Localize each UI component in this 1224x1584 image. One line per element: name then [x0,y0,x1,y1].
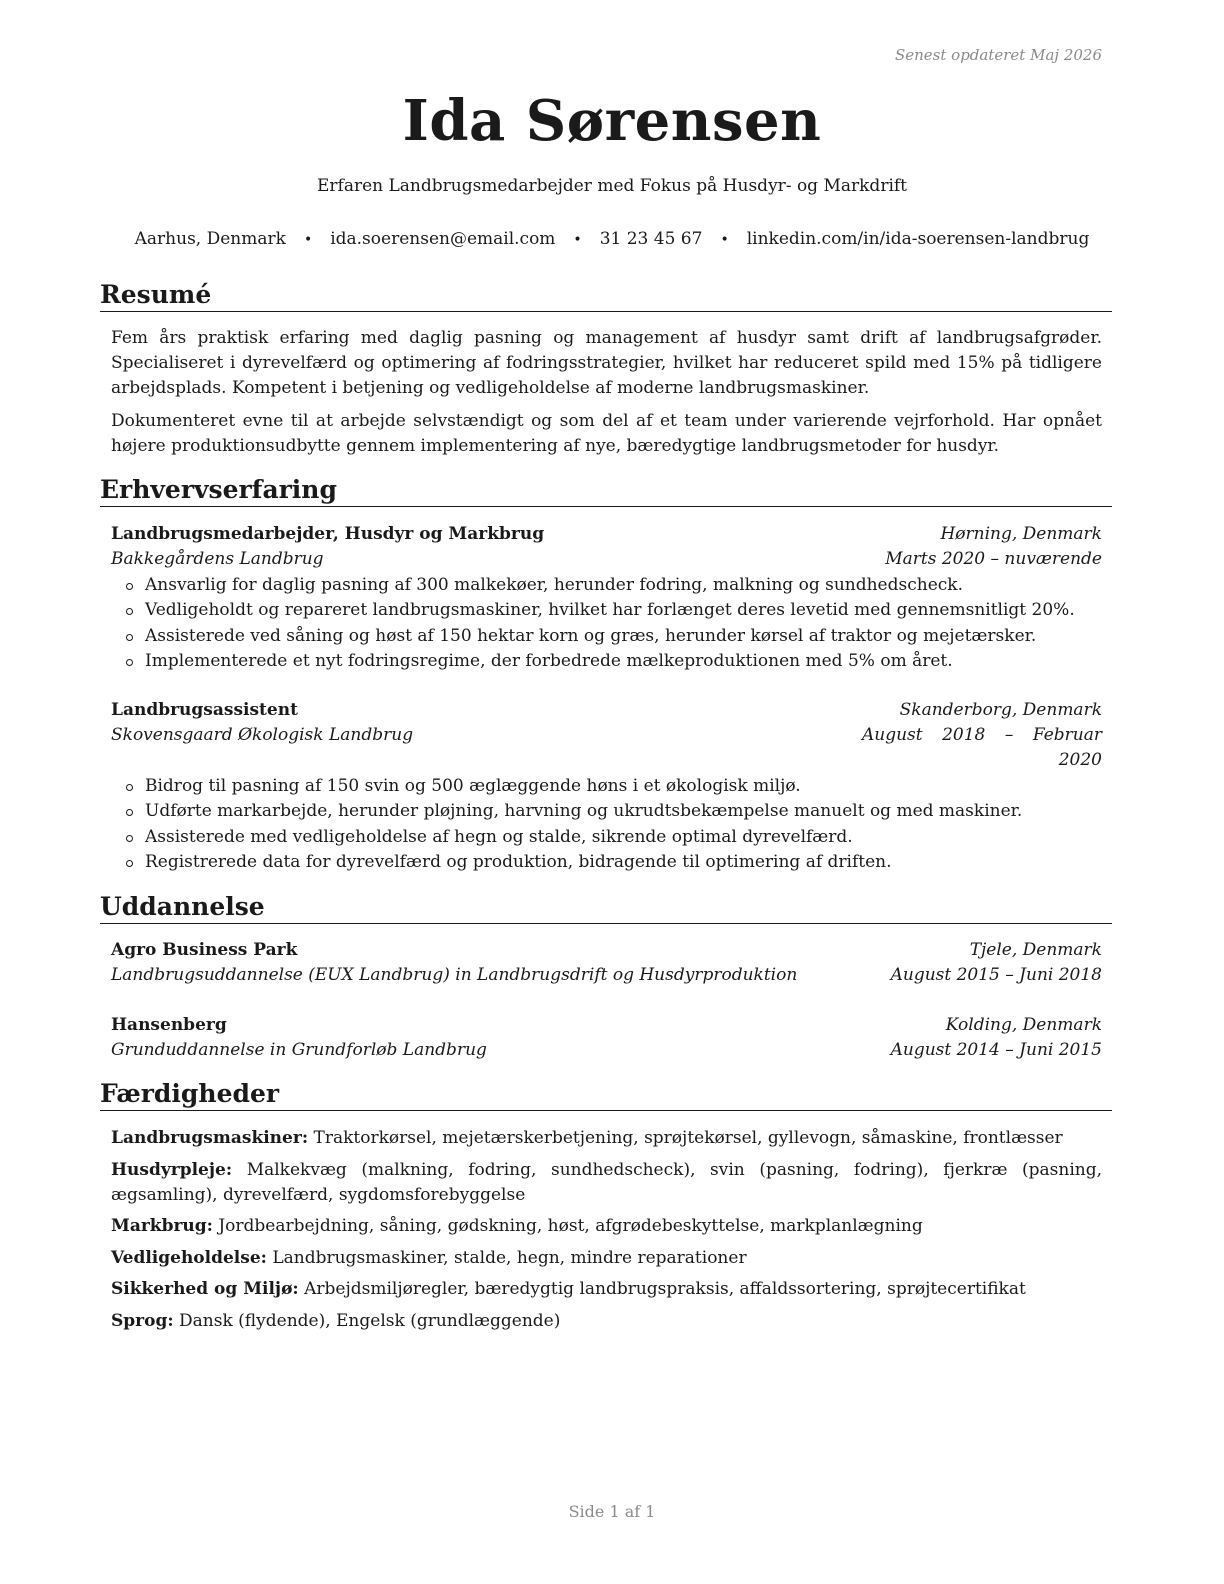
list-item: Ansvarlig for daglig pasning af 300 malkekøer, herunder fodring, malkning og sundhedscheck. [111,573,1102,598]
skill-text: Traktorkørsel, mejetærskerbetjening, sprøjtekørsel, gyllevogn, såmaskine, frontlæsser [313,1128,1063,1148]
school-location: Tjele, Denmark [969,940,1102,960]
job-location: Skanderborg, Denmark [899,700,1102,720]
skill-row [111,1309,1102,1334]
section-title-skills: Færdigheder [100,1079,1112,1111]
job-role: Landbrugsmedarbejder, Husdyr og Markbrug [111,524,545,544]
skill-text: Dansk (flydende), Engelsk (grundlæggende) [179,1311,561,1331]
skill-row [111,1158,1102,1208]
job-location: Hørning, Denmark [940,524,1102,544]
list-item: Udførte markarbejde, herunder pløjning, harvning og ukrudtsbekæmpelse manuelt og med maskiner. [111,799,1102,824]
school-dates: August 2014 – Juni 2015 [890,1040,1102,1060]
school-name: Agro Business Park [111,940,298,960]
contact-line [0,229,1224,249]
skill-label: Vedligeholdelse: [111,1248,267,1268]
job-role: Landbrugsassistent [111,700,298,720]
last-updated: Senest opdateret Maj 2026 [894,46,1102,64]
job-bullets [111,573,1102,674]
job-company: Skovensgaard Økologisk Landbrug [111,725,414,745]
contact-separator: • [303,232,313,248]
job-dates: Marts 2020 – nuværende [885,549,1102,569]
education-subheader [111,1038,1102,1063]
section-title-education: Uddannelse [100,892,1112,924]
contact-separator: • [720,232,729,248]
skill-text: Arbejdsmiljøregler, bæredygtig landbrugspraksis, affaldssortering, sprøjtecertifikat [304,1279,1026,1299]
list-item: Implementerede et nyt fodringsregime, der forbedrede mælkeproduktionen med 5% om året. [111,649,1102,674]
skill-label: Sikkerhed og Miljø: [111,1279,299,1299]
contact-phone: 31 23 45 67 [599,229,703,249]
section-title-experience: Erhvervserfaring [100,475,1112,507]
school-location: Kolding, Denmark [945,1015,1102,1035]
contact-separator: • [573,232,582,248]
school-degree: Landbrugsuddannelse (EUX Landbrug) in Landbrugsdrift og Husdyrproduktion [111,965,798,985]
school-degree: Grunduddannelse in Grundforløb Landbrug [111,1040,487,1060]
skill-row [111,1246,1102,1271]
skill-row [111,1214,1102,1239]
school-name: Hansenberg [111,1015,227,1035]
skill-label: Husdyrpleje: [111,1160,233,1180]
education-header [111,938,1102,963]
summary-paragraph: Fem års praktisk erfaring med daglig pasning og management af husdyr samt drift af landbrugsafgrøder. Specialiseret i dyrevelfærd og optimering af fodringsstrategier, hvilket har reduceret spild med 15% på tidligere arbejdsplads. Kompetent i betjening og vedligeholdelse af moderne landbrugsmaskiner. [111,328,1102,398]
headline: Erfaren Landbrugsmedarbejder med Fokus på Husdyr- og Markdrift [316,176,908,196]
list-item: Assisterede ved såning og høst af 150 hektar korn og græs, herunder kørsel af traktor og mejetærsker. [111,624,1102,649]
summary-paragraph: Dokumenteret evne til at arbejde selvstændigt og som del af et team under varierende vejrforhold. Har opnået højere produktionsudbytte gennem implementering af nye, bæredygtige landbrugsmetoder for husdyr. [111,411,1102,456]
school-dates: August 2015 – Juni 2018 [890,965,1102,985]
skill-label: Landbrugsmaskiner: [111,1128,309,1148]
education-header [111,1013,1102,1038]
contact-location: Aarhus, Denmark [134,229,286,249]
job-dates: August 2018 – Februar 2020 [862,725,1102,770]
contact-email[interactable]: ida.soerensen@email.com [330,229,556,249]
skill-text: Malkekvæg (malkning, fodring, sundhedscheck), svin (pasning, fodring), fjerkræ (pasning, ægsamling), dyrevelfærd, sygdomsforebyggelse [111,1160,1103,1205]
page-number: Side 1 af 1 [568,1502,656,1521]
skill-text: Landbrugsmaskiner, stalde, hegn, mindre reparationer [272,1248,747,1268]
candidate-name: Ida Sørensen [402,88,822,154]
list-item: Registrerede data for dyrevelfærd og produktion, bidragende til optimering af driften. [111,850,1102,875]
contact-linkedin[interactable]: linkedin.com/in/ida-soerensen-landbrug [746,229,1090,249]
skill-row [111,1126,1102,1151]
list-item: Assisterede med vedligeholdelse af hegn og stalde, sikrende optimal dyrevelfærd. [111,825,1102,850]
job-header [111,522,1102,547]
skill-row [111,1277,1102,1302]
job-bullets [111,774,1102,875]
skill-label: Sprog: [111,1311,174,1331]
education-subheader [111,963,1102,988]
job-subheader [111,547,1102,572]
skill-text: Jordbearbejdning, såning, gødskning, høst, afgrødebeskyttelse, markplanlægning [218,1216,923,1236]
section-title-summary: Resumé [100,280,1112,312]
job-company: Bakkegårdens Landbrug [111,549,324,569]
skill-label: Markbrug: [111,1216,213,1236]
job-header [111,698,1102,723]
job-subheader [111,723,1102,773]
list-item: Bidrog til pasning af 150 svin og 500 æglæggende høns i et økologisk miljø. [111,774,1102,799]
list-item: Vedligeholdt og repareret landbrugsmaskiner, hvilket har forlænget deres levetid med gennemsnitligt 20%. [111,598,1102,623]
